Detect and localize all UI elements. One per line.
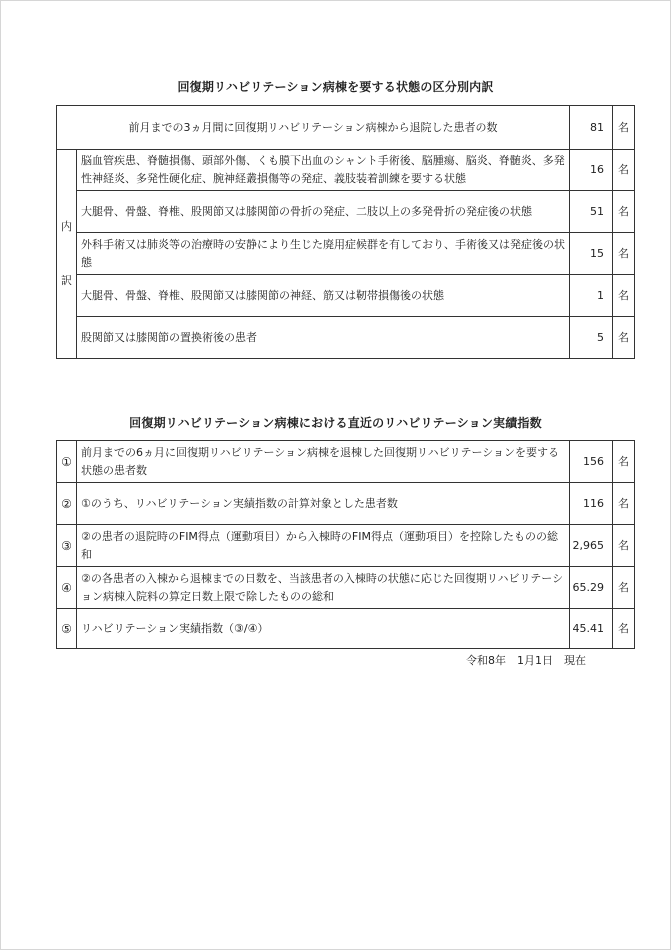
unit-label: 名 xyxy=(613,191,635,233)
condition-label: 外科手術又は肺炎等の治療時の安静により生じた廃用症候群を有しており、手術後又は発症後の状態 xyxy=(77,233,570,275)
index-item-label: ②の各患者の入棟から退棟までの日数を、当該患者の入棟時の状態に応じた回復期リハビリテーション病棟入院料の算定日数上限で除したものの総和 xyxy=(77,567,570,609)
total-discharged-value: 81 xyxy=(570,106,613,150)
table-row xyxy=(57,609,635,649)
unit-label: 名 xyxy=(613,525,635,567)
table-row xyxy=(57,567,635,609)
table-row xyxy=(57,525,635,567)
index-item-label: ①のうち、リハビリテーション実績指数の計算対象とした患者数 xyxy=(77,483,570,525)
condition-value: 51 xyxy=(570,191,613,233)
index-item-label: リハビリテーション実績指数（③/④） xyxy=(77,609,570,649)
rehab-index-table xyxy=(56,440,635,649)
row-number: ⑤ xyxy=(57,609,77,649)
table-row xyxy=(57,483,635,525)
table-row xyxy=(57,106,635,150)
total-discharged-label: 前月までの3ヵ月間に回復期リハビリテーション病棟から退院した患者の数 xyxy=(57,106,570,150)
index-item-label: ②の患者の退院時のFIM得点（運動項目）から入棟時のFIM得点（運動項目）を控除したものの総和 xyxy=(77,525,570,567)
index-item-value: 156 xyxy=(570,441,613,483)
table-row xyxy=(57,233,635,275)
index-item-value: 45.41 xyxy=(570,609,613,649)
condition-label: 股関節又は膝関節の置換術後の患者 xyxy=(77,317,570,359)
unit-label: 名 xyxy=(613,567,635,609)
row-number: ③ xyxy=(57,525,77,567)
condition-value: 5 xyxy=(570,317,613,359)
unit-label: 名 xyxy=(613,275,635,317)
row-number: ② xyxy=(57,483,77,525)
index-item-value: 116 xyxy=(570,483,613,525)
breakdown-label-char: 内 xyxy=(61,220,72,233)
condition-label: 大腿骨、骨盤、脊椎、股関節又は膝関節の骨折の発症、二肢以上の多発骨折の発症後の状態 xyxy=(77,191,570,233)
unit-label: 名 xyxy=(613,150,635,191)
table-row xyxy=(57,150,635,191)
table-row xyxy=(57,191,635,233)
row-number: ④ xyxy=(57,567,77,609)
section2-title: 回復期リハビリテーション病棟における直近のリハビリテーション実績指数 xyxy=(129,416,542,430)
breakdown-label-char: 訳 xyxy=(61,274,72,287)
unit-label: 名 xyxy=(613,441,635,483)
condition-value: 15 xyxy=(570,233,613,275)
row-number: ① xyxy=(57,441,77,483)
unit-label: 名 xyxy=(613,106,635,150)
index-item-value: 65.29 xyxy=(570,567,613,609)
breakdown-label xyxy=(57,150,77,359)
table-row xyxy=(57,275,635,317)
index-item-value: 2,965 xyxy=(570,525,613,567)
unit-label: 名 xyxy=(613,483,635,525)
condition-label: 大腿骨、骨盤、脊椎、股関節又は膝関節の神経、筋又は靭帯損傷後の状態 xyxy=(77,275,570,317)
unit-label: 名 xyxy=(613,317,635,359)
condition-value: 1 xyxy=(570,275,613,317)
index-item-label: 前月までの6ヵ月に回復期リハビリテーション病棟を退棟した回復期リハビリテーションを要する状態の患者数 xyxy=(77,441,570,483)
table-row xyxy=(57,317,635,359)
condition-value: 16 xyxy=(570,150,613,191)
table-row xyxy=(57,441,635,483)
as-of-date: 令和8年 1月1日 現在 xyxy=(466,654,586,667)
unit-label: 名 xyxy=(613,609,635,649)
condition-label: 脳血管疾患、脊髄損傷、頭部外傷、くも膜下出血のシャント手術後、脳腫瘍、脳炎、脊髄炎、多発性神経炎、多発性硬化症、腕神経叢損傷等の発症、義肢装着訓練を要する状態 xyxy=(77,150,570,191)
section1-title: 回復期リハビリテーション病棟を要する状態の区分別内訳 xyxy=(177,80,494,94)
discharge-breakdown-table xyxy=(56,105,635,359)
unit-label: 名 xyxy=(613,233,635,275)
